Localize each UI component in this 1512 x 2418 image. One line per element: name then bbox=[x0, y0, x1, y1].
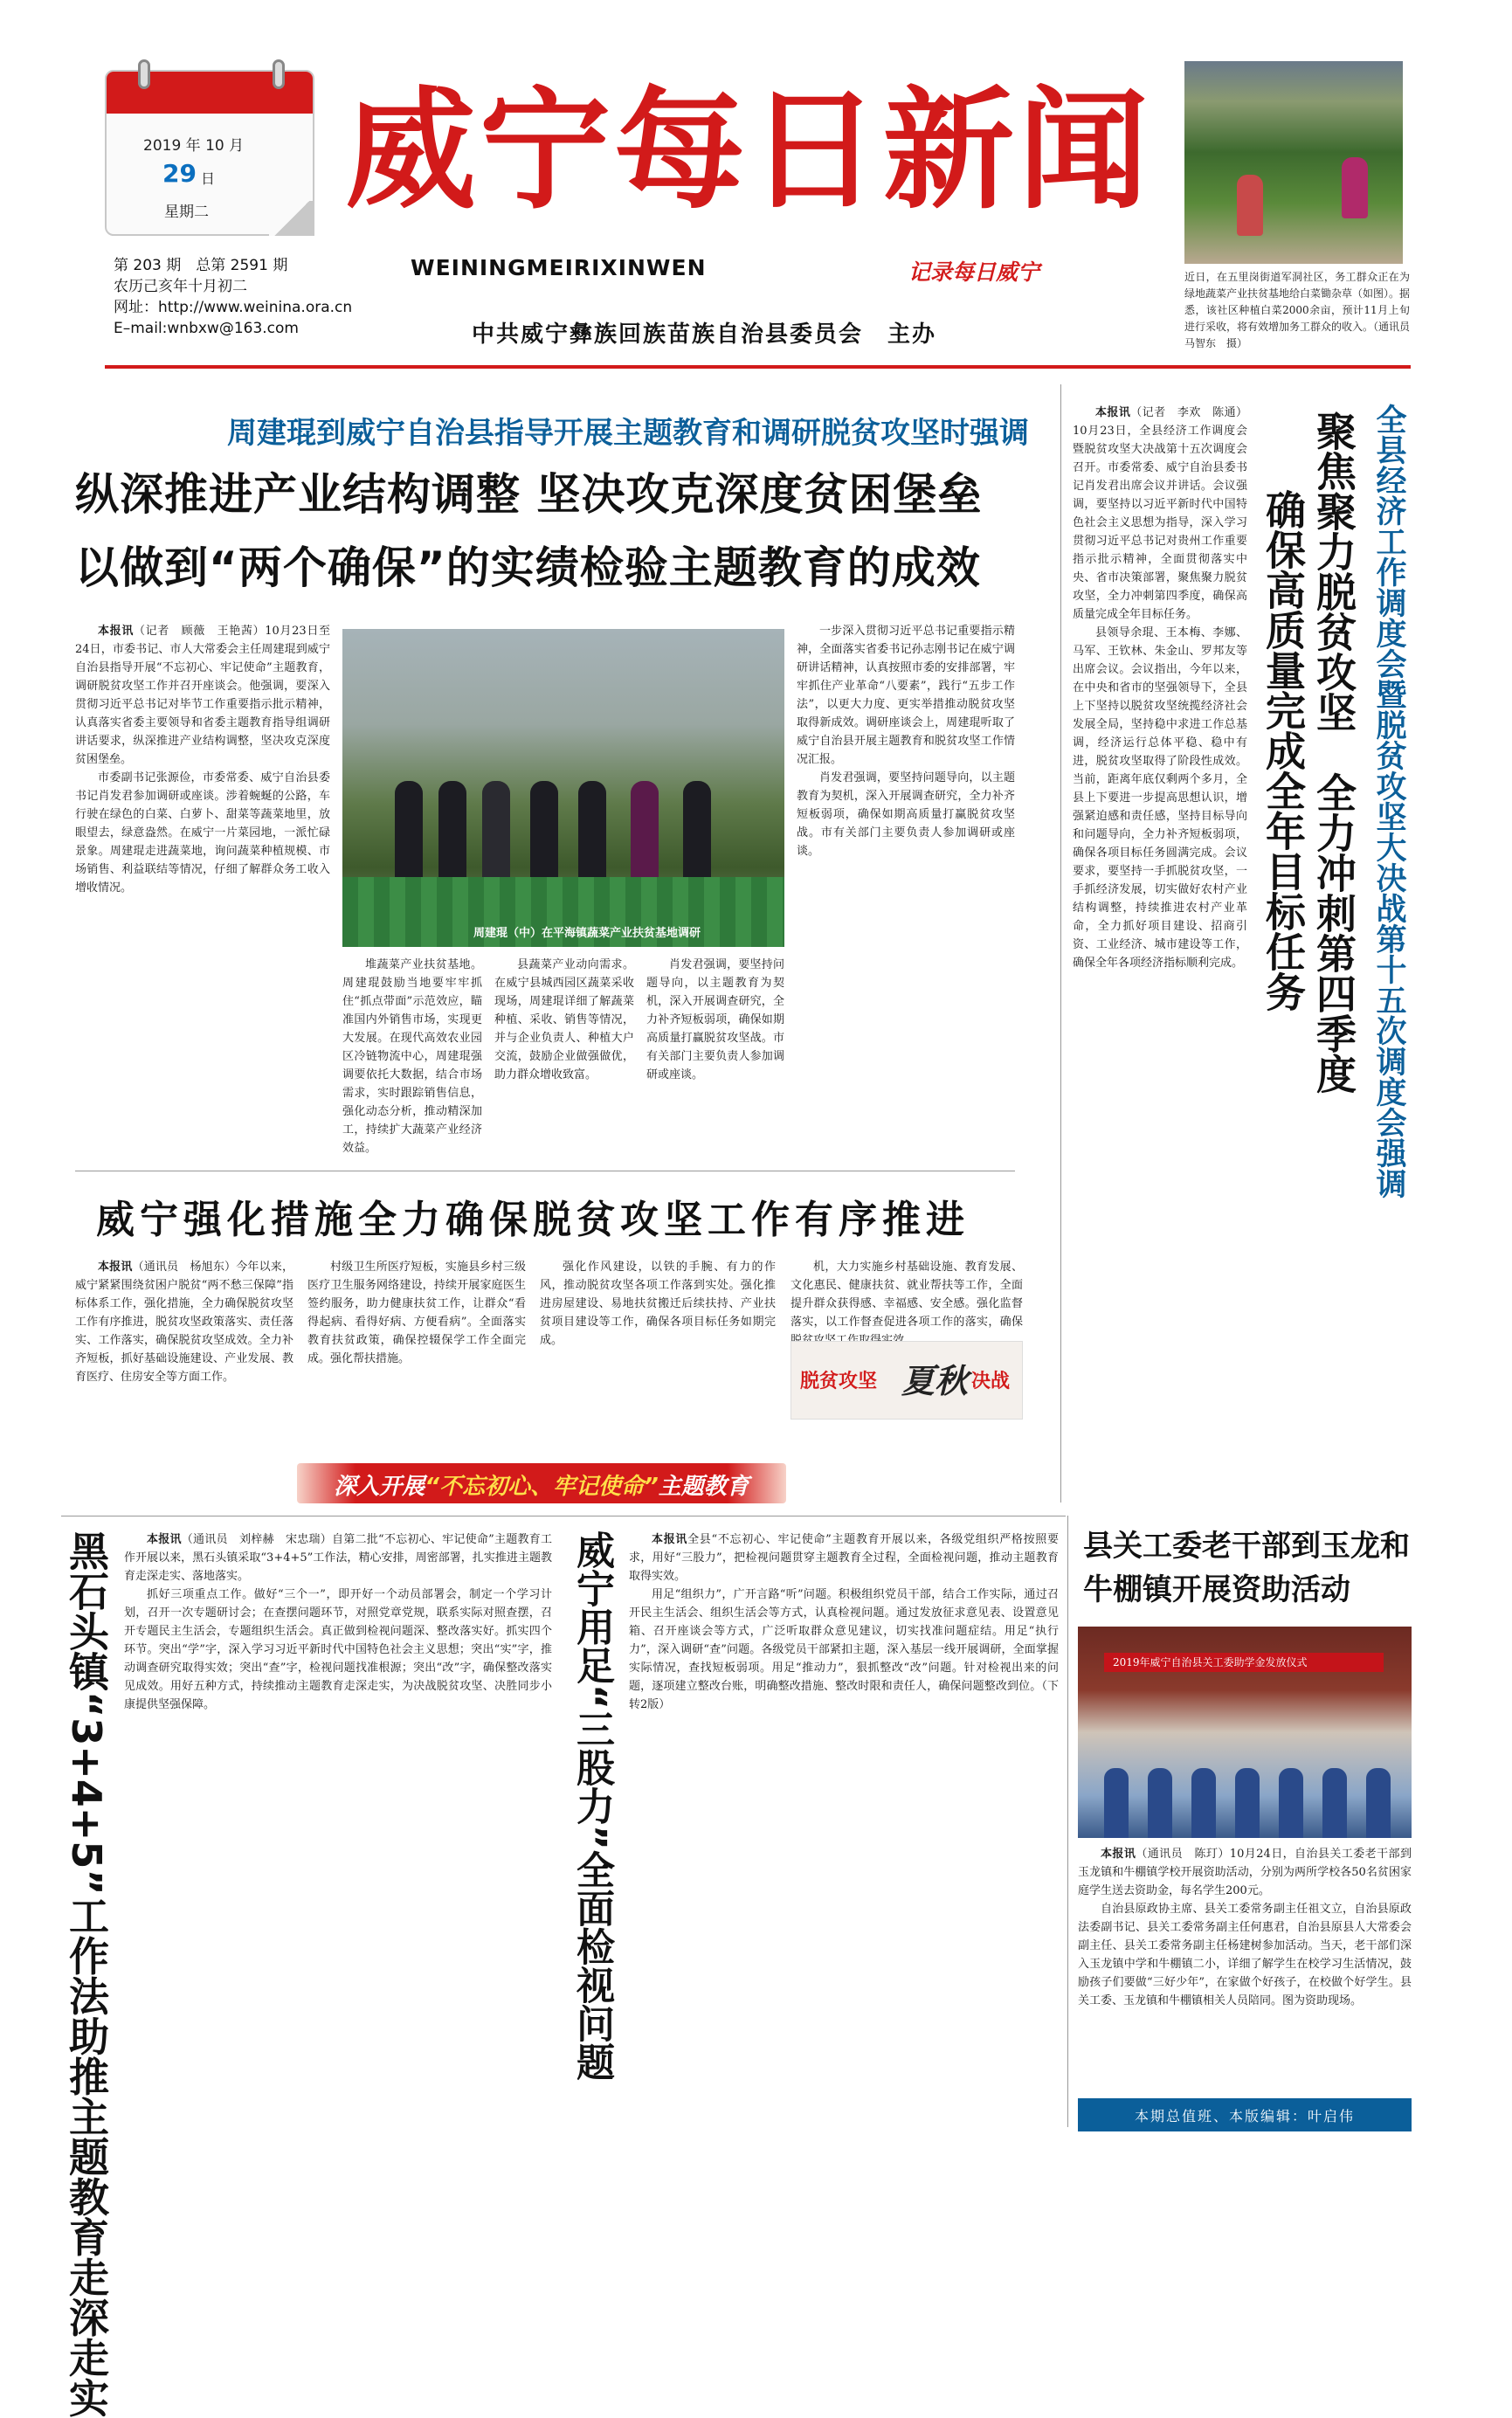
bottom-middle-headline[interactable]: 威宁用足“三股力”全面检视问题 bbox=[570, 1530, 614, 2081]
newspaper-slogan: 记录每日威宁 bbox=[908, 259, 1040, 285]
bottom-middle-byline: 本报讯 bbox=[652, 1533, 688, 1546]
masthead-rule bbox=[105, 365, 1411, 369]
student-figure bbox=[1235, 1768, 1260, 1838]
second-paragraph: 强化作风建设，以铁的手腕、有力的作风，推动脱贫攻坚各项工作落到实处。强化推进房屋建设、易地扶贫搬迁后续扶持、产业扶贫项目建设等工作，确保各项目标任务如期完成。 bbox=[540, 1261, 776, 1347]
right-byline: 本报讯 bbox=[1095, 406, 1131, 419]
worker-figure bbox=[1237, 175, 1263, 236]
badge-right-text: 决战 bbox=[971, 1371, 1011, 1392]
lead-column-1 bbox=[75, 622, 330, 1225]
second-paragraph: 村级卫生所医疗短板，实施县乡村三级医疗卫生服务网络建设，持续开展家庭医生签约服务，助力健康扶贫工作，让群众“看得起病、看得好病、方便看病”。全面落实教育扶贫政策，确保控辍保学工作全面完成。强化帮扶措施。 bbox=[307, 1261, 526, 1365]
calendar-day: 29 bbox=[162, 159, 197, 188]
student-figure bbox=[1191, 1768, 1216, 1838]
header-photo bbox=[1184, 61, 1403, 264]
issue-info bbox=[114, 255, 352, 339]
lead-column-4 bbox=[646, 956, 784, 1225]
lead-column-5 bbox=[797, 622, 1015, 1225]
official-figure bbox=[683, 781, 711, 886]
second-column-2 bbox=[307, 1258, 526, 1450]
campaign-badge bbox=[791, 1341, 1023, 1420]
lead-photo bbox=[342, 629, 784, 947]
website[interactable]: 网址：http://www.weinina.ora.cn bbox=[114, 299, 353, 316]
official-figure bbox=[438, 781, 466, 886]
bottom-right-byline: 本报讯 bbox=[1101, 1848, 1136, 1861]
badge-mid-text: 夏秋 bbox=[901, 1361, 969, 1400]
right-headline-1[interactable]: 聚焦聚力脱贫攻坚 全力冲刺第四季度 bbox=[1310, 411, 1357, 1094]
column-divider bbox=[1060, 384, 1061, 1503]
second-column-3 bbox=[540, 1258, 776, 1450]
bottom-left-byline: 本报讯 bbox=[147, 1533, 182, 1546]
student-figure bbox=[1104, 1768, 1129, 1838]
second-byline: 本报讯 bbox=[98, 1261, 133, 1274]
issue-number: 第 203 期 总第 2591 期 bbox=[114, 257, 288, 274]
bottom-left-body bbox=[124, 1530, 552, 2116]
calendar-weekday: 星期二 bbox=[164, 204, 209, 221]
lead-photo-caption: 周建琨（中）在平海镇蔬菜产业扶贫基地调研 bbox=[473, 927, 701, 940]
right-kicker: 全县经济工作调度会暨脱贫攻坚大决战第十五次调度会强调 bbox=[1371, 404, 1406, 1199]
lead-paragraph: （记者 顾薇 王艳茜）10月23日至24日，市委书记、市人大常委会主任周建琨到威宁自治县指导开展“不忘初心、牢记使命”主题教育，调研脱贫攻坚工作并召开座谈会。他强调，要深入贯彻习近平总书记对毕节工作重要指示批示精神，认真落实省委主要领导和省委主题教育指导组调研讲话要求，纵深推进产业结构调整，坚决攻克深度贫困堡垒。 bbox=[75, 625, 330, 766]
banner-quote: “不忘初心、牢记使命” bbox=[425, 1474, 659, 1500]
column-divider bbox=[1067, 1516, 1068, 2127]
calendar-widget bbox=[105, 70, 314, 236]
banner-pre: 深入开展 bbox=[334, 1474, 425, 1500]
official-figure bbox=[395, 781, 423, 886]
bottom-middle-paragraph: 全县“不忘初心、牢记使命”主题教育开展以来，各级党组织严格按照要求，用好“三股力”，把检视问题贯穿主题教育全过程，全面检视问题，推动主题教育取得实效。 bbox=[629, 1533, 1059, 1583]
event-banner-text: 2019年威宁自治县关工委助学金发放仪式 bbox=[1113, 1656, 1308, 1668]
theme-banner-text bbox=[297, 1468, 786, 1501]
bottom-left-paragraph: （通讯员 刘梓赫 宋忠瑞）自第二批“不忘初心、牢记使命”主题教育工作开展以来，黑石头镇采取“3+4+5”工作法，精心安排，周密部署，扎实推进主题教育走深走实、落地落实。 bbox=[124, 1533, 552, 1583]
lead-column-3 bbox=[494, 956, 634, 1225]
right-story-body bbox=[1073, 404, 1247, 1487]
official-figure bbox=[631, 781, 659, 886]
right-headline-2[interactable]: 确保高质量完成全年目标任务 bbox=[1260, 489, 1307, 1012]
lead-paragraph: 肖发君强调，要坚持问题导向，以主题教育为契机，深入开展调查研究，全力补齐短板弱项，确保如期高质量打赢脱贫攻坚战。市有关部门主要负责人参加调研或座谈。 bbox=[646, 958, 784, 1081]
calendar-ring-icon bbox=[273, 59, 285, 89]
sponsor-line: 中共威宁彝族回族苗族自治县委员会 主办 bbox=[472, 321, 937, 348]
lunar-date: 农历己亥年十月初二 bbox=[114, 278, 247, 295]
student-figure bbox=[1148, 1768, 1172, 1838]
lead-column-2 bbox=[342, 956, 482, 1225]
bottom-right-photo bbox=[1078, 1627, 1412, 1838]
right-paragraph: （记者 李欢 陈通）10月23日，全县经济工作调度会暨脱贫攻坚大决战第十五次调度会召开。市委常委、威宁自治县委书记肖发君出席会议并讲话。会议强调，要坚持以习近平新时代中国特色社会主义思想为指导，深入学习贯彻习近平总书记对贵州工作重要指示批示精神，全面贯彻落实中央、省市决策部署，聚焦聚力脱贫攻坚，全力冲刺第四季度，确保高质量完成全年目标任务。 bbox=[1073, 406, 1247, 621]
footer-editor: 本期总值班、本版编辑：叶启伟 bbox=[1134, 2108, 1355, 2124]
calendar-month: 2019 年 10 月 bbox=[143, 137, 245, 155]
bottom-middle-paragraph: 用足“组织力”，广开言路“听”问题。积极组织党员干部，结合工作实际，通过召开民主生活会、组织生活会等方式，认真检视问题。通过发放征求意见表、设置意见箱、召开座谈会等方式，广泛听取群众意见建议，切实找准问题症结。用足“执行力”，深入调研“查”问题。各级党员干部紧扣主题，深入基层一线开展调研，全面掌握实际情况，查找短板弱项。用足“推动力”，狠抓整改“改”问题。针对检视出来的问题，逐项建立整改台账，明确整改措施、整改时限和责任人，确保问题整改到位。（下转2版） bbox=[629, 1588, 1059, 1711]
right-paragraph: 县领导余琨、王本梅、李娜、马军、王钦林、朱金山、罗邦友等出席会议。会议指出，今年以来，在中央和省市的坚强领导下，全县上下坚持以脱贫攻坚统揽经济社会发展全局，坚持稳中求进工作总基调，经济运行总体平稳、稳中有进，脱贫攻坚取得了阶段性成效。当前，距离年底仅剩两个多月，全县上下要进一步提高思想认识，增强紧迫感和责任感，坚持目标导向和问题导向，全力补齐短板弱项，确保各项目标任务圆满完成。会议要求，要坚持一手抓脱贫攻坚，一手抓经济发展，切实做好农村产业结构调整，持续推进农村产业革命，全力抓好项目建设、招商引资、工业经济、城市建设等工作，确保全年各项经济指标顺利完成。 bbox=[1073, 626, 1247, 970]
bottom-left-paragraph: 抓好三项重点工作。做好“三个一”，即开好一个动员部署会，制定一个学习计划，召开一次专题研讨会；在查摆问题环节，对照党章党规，联系实际对照查摆，召开专题民主生活会，专题组织生活会。真正做到检视问题深、整改落实好。抓实四个环节。突出“学”字，深入学习习近平新时代中国特色社会主义思想；突出“实”字，推动调查研究取得实效；突出“查”字，检视问题找准根源；突出“改”字，确保整改落实见成效。用好五种方式，持续推动主题教育走深走实，为决战脱贫攻坚、决胜同步小康提供坚强保障。 bbox=[124, 1588, 552, 1711]
official-figure bbox=[482, 781, 510, 886]
theme-banner bbox=[297, 1463, 786, 1503]
banner-post: 主题教育 bbox=[658, 1474, 749, 1500]
worker-figure bbox=[1342, 157, 1368, 218]
header-photo-caption: 近日，在五里岗街道军洞社区，务工群众正在为绿地蔬菜产业扶贫基地给白菜锄杂草（如图）。据悉，该社区种植白菜2000余亩，预计11月上旬进行采收，将有效增加务工群众的收入。（通讯员 马智东 摄） bbox=[1184, 271, 1421, 349]
bottom-middle-body bbox=[629, 1530, 1059, 2116]
bottom-right-body bbox=[1078, 1845, 1412, 2090]
page-curl-icon bbox=[269, 201, 314, 236]
second-paragraph: 机，大力实施乡村基础设施、教育发展、文化惠民、健康扶贫、就业帮扶等工作，全面提升群众获得感、幸福感、安全感。强化监督落实，以工作督查促进各项工作的落实，确保 bbox=[791, 1261, 1023, 1329]
lead-paragraph: 肖发君强调，要坚持问题导向，以主题教育为契机，深入开展调查研究，全力补齐短板弱项，确保如期高质量打赢脱贫攻坚战。市有关部门主要负责人参加调研或座谈。 bbox=[797, 771, 1015, 858]
calendar-ring-icon bbox=[138, 59, 150, 89]
student-figure bbox=[1279, 1768, 1303, 1838]
bottom-left-headline[interactable]: 黑石头镇“3+4+5”工作法助推主题教育走深走实 bbox=[63, 1530, 110, 2418]
lead-paragraph: 市委副书记张源俭，市委常委、威宁自治县委书记肖发君参加调研或座谈。涉着蜿蜒的公路，车行驶在绿色的白菜、白萝卜、甜菜等蔬菜地里，放眼望去，绿意盎然。在威宁一片菜园地，一派忙碌景象。周建琨走进蔬菜地，询问蔬菜种植规模、市场销售、利益联结等情况，仔细了解群众务工收入增收情况。 bbox=[75, 771, 330, 895]
bottom-right-paragraph: 自治县原政协主席、县关工委常务副主任祖文立，自治县原政法委副书记、县关工委常务副主任何惠君，自治县原县人大常委会副主任、县关工委常务副主任杨建树参加活动。当天，老干部们深入玉龙镇中学和牛棚镇二小，详细了解学生在校学习生活情况，鼓励孩子们要做“三好少年”，在家做个好孩子，在校做个好学生。县关工委、玉龙镇和牛棚镇相关人员陪同。图为资助现场。 bbox=[1078, 1903, 1412, 2007]
lead-headline-2[interactable]: 以做到“两个确保”的实绩检验主题教育的成效 bbox=[75, 542, 981, 593]
second-paragraph: （通讯员 杨旭东）今年以来，威宁紧紧围绕贫困户脱贫“两不愁三保障”指标体系工作，强化措施，全力确保脱贫攻坚工作有序推进，脱贫攻坚政策落实、责任落实、工作落实，确保脱贫攻坚成效。全力补齐短板，抓好基础设施建设、产业发展、教育医疗、住房安全等方面工作。 bbox=[75, 1261, 293, 1384]
second-column-1 bbox=[75, 1258, 293, 1450]
lead-paragraph: 一步深入贯彻习近平总书记重要指示精神，全面落实省委书记孙志刚书记在威宁调研讲话精神，认真按照市委的安排部署，牢牢抓住产业革命“八要素”，践行“五步工作法”，以更大力度、更实举措推动脱贫攻坚取得新成效。调研座谈会上，周建琨听取了威宁自治县开展主题教育和脱贫攻坚工作情况汇报。 bbox=[797, 625, 1015, 766]
lead-paragraph: 堆蔬菜产业扶贫基地。周建琨鼓励当地要牢牢抓住“抓点带面”示范效应，瞄准国内外销售市场，实现更大发展。在现代高效农业园区冷链物流中心，周建琨强调要依托大数据，结合市场需求，实时跟踪销售信息，强化动态分析，推动精深加工，持续扩大蔬菜产业经济效益。 bbox=[342, 958, 482, 1155]
newspaper-title: 威宁每日新闻 bbox=[345, 73, 1153, 227]
lead-byline: 本报讯 bbox=[98, 625, 134, 638]
second-column-4 bbox=[791, 1258, 1023, 1337]
student-figure bbox=[1322, 1768, 1347, 1838]
calendar-day-suffix: 日 bbox=[201, 170, 216, 187]
newspaper-pinyin: WEININGMEIRIXINWEN bbox=[411, 255, 707, 280]
email[interactable]: E–mail:wnbxw@163.com bbox=[114, 320, 299, 337]
second-headline[interactable]: 威宁强化措施全力确保脱贫攻坚工作有序推进 bbox=[96, 1198, 970, 1242]
bottom-right-paragraph: （通讯员 陈玎）10月24日，自治县关工委老干部到玉龙镇和牛棚镇学校开展资助活动，分别为两所学校各50名贫困家庭学生送去资助金，每名学生200元。 bbox=[1078, 1848, 1412, 1897]
lead-headline-1[interactable]: 纵深推进产业结构调整 坚决攻克深度贫困堡垒 bbox=[75, 469, 983, 520]
lead-paragraph: 县蔬菜产业动向需求。在威宁县城西园区蔬菜采收现场，周建琨详细了解蔬菜种植、采收、销售等情况，并与企业负责人、种植大户交流，鼓励企业做强做优，助力群众增收致富。 bbox=[494, 958, 634, 1081]
badge-left-text: 脱贫攻坚 bbox=[800, 1371, 878, 1392]
official-figure bbox=[530, 781, 558, 886]
student-figure bbox=[1366, 1768, 1391, 1838]
lead-kicker: 周建琨到威宁自治县指导开展主题教育和调研脱贫攻坚时强调 bbox=[227, 416, 1029, 451]
footer-editor-box bbox=[1078, 2098, 1412, 2131]
official-figure bbox=[578, 781, 606, 886]
bottom-right-headline[interactable]: 县关工委老干部到玉龙和牛棚镇开展资助活动 bbox=[1083, 1529, 1410, 1607]
